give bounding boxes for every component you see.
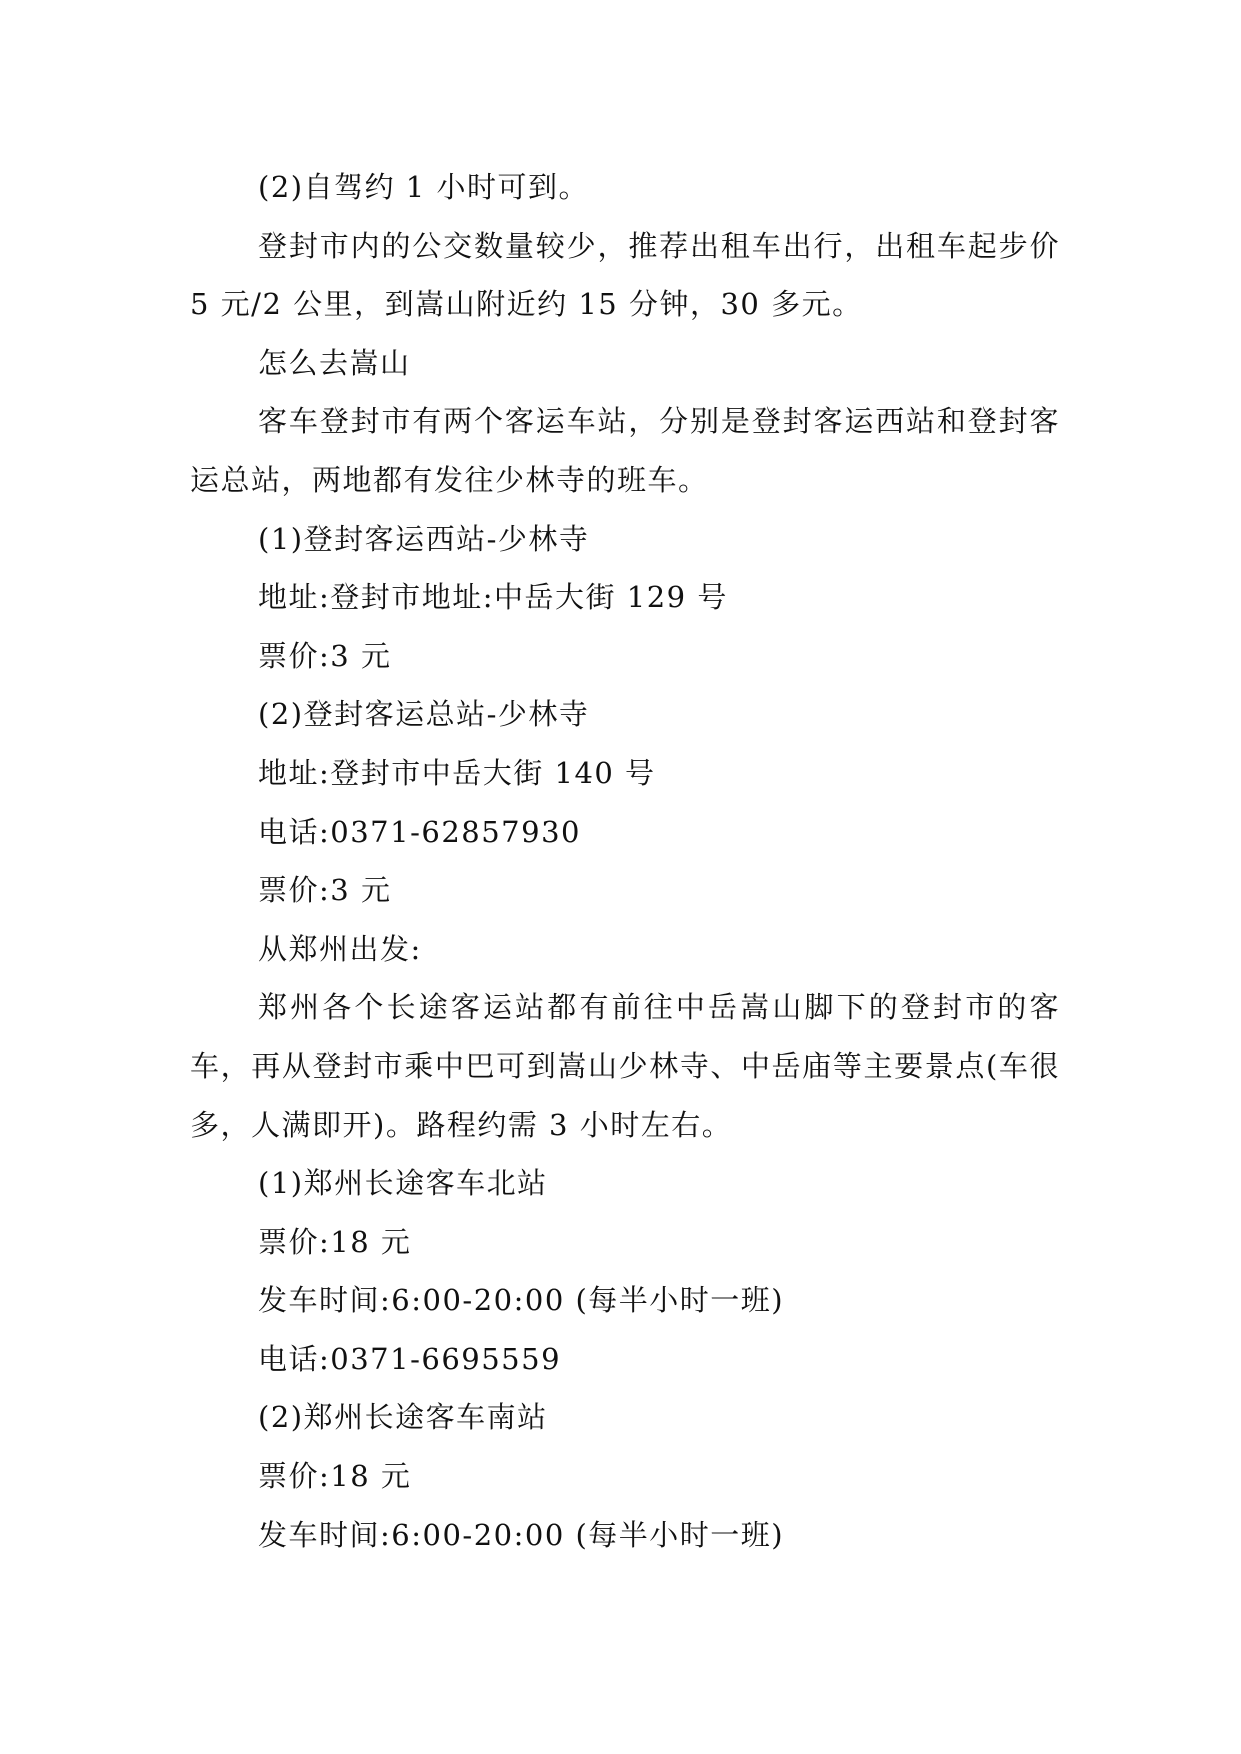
zhengzhou-south-title: (2)郑州长途客车南站 [258,1400,548,1435]
station-west-title: (1)登封客运西站-少林寺 [258,521,590,556]
zhengzhou-north-phone: 电话:0371-6695559 [258,1341,562,1376]
document-body [190,158,1060,1564]
station-main-title: (2)登封客运总站-少林寺 [258,697,590,732]
station-main-phone: 电话:0371-62857930 [258,814,581,849]
paragraph-taxi-info: 登封市内的公交数量较少，推荐出租车出行，出租车起步价 5 元/2 公里，到嵩山附近约 15 分钟，30 多元。 [190,228,1060,322]
section-heading-how-to-go: 怎么去嵩山 [258,345,411,380]
station-main-fare: 票价:3 元 [258,873,392,908]
section-heading-from-zhengzhou: 从郑州出发: [258,931,422,966]
station-main-address: 地址:登封市中岳大街 140 号 [258,755,656,790]
paragraph-zhengzhou-coaches: 郑州各个长途客运站都有前往中岳嵩山脚下的登封市的客车，再从登封市乘中巴可到嵩山少林寺、中岳庙等主要景点(车很多，人满即开)。路程约需 3 小时左右。 [190,990,1060,1142]
zhengzhou-north-fare: 票价:18 元 [258,1224,412,1259]
zhengzhou-north-schedule: 发车时间:6:00-20:00 (每半小时一班) [258,1283,785,1318]
station-west-fare: 票价:3 元 [258,638,392,673]
paragraph-bus-stations: 客车登封市有两个客运车站，分别是登封客运西站和登封客运总站，两地都有发往少林寺的班车。 [190,404,1060,497]
zhengzhou-south-schedule: 发车时间:6:00-20:00 (每半小时一班) [258,1517,785,1552]
paragraph-self-drive: (2)自驾约 1 小时可到。 [258,170,589,204]
zhengzhou-south-fare: 票价:18 元 [258,1459,412,1494]
station-west-address: 地址:登封市地址:中岳大街 129 号 [258,580,728,615]
zhengzhou-north-title: (1)郑州长途客车北站 [258,1166,548,1201]
